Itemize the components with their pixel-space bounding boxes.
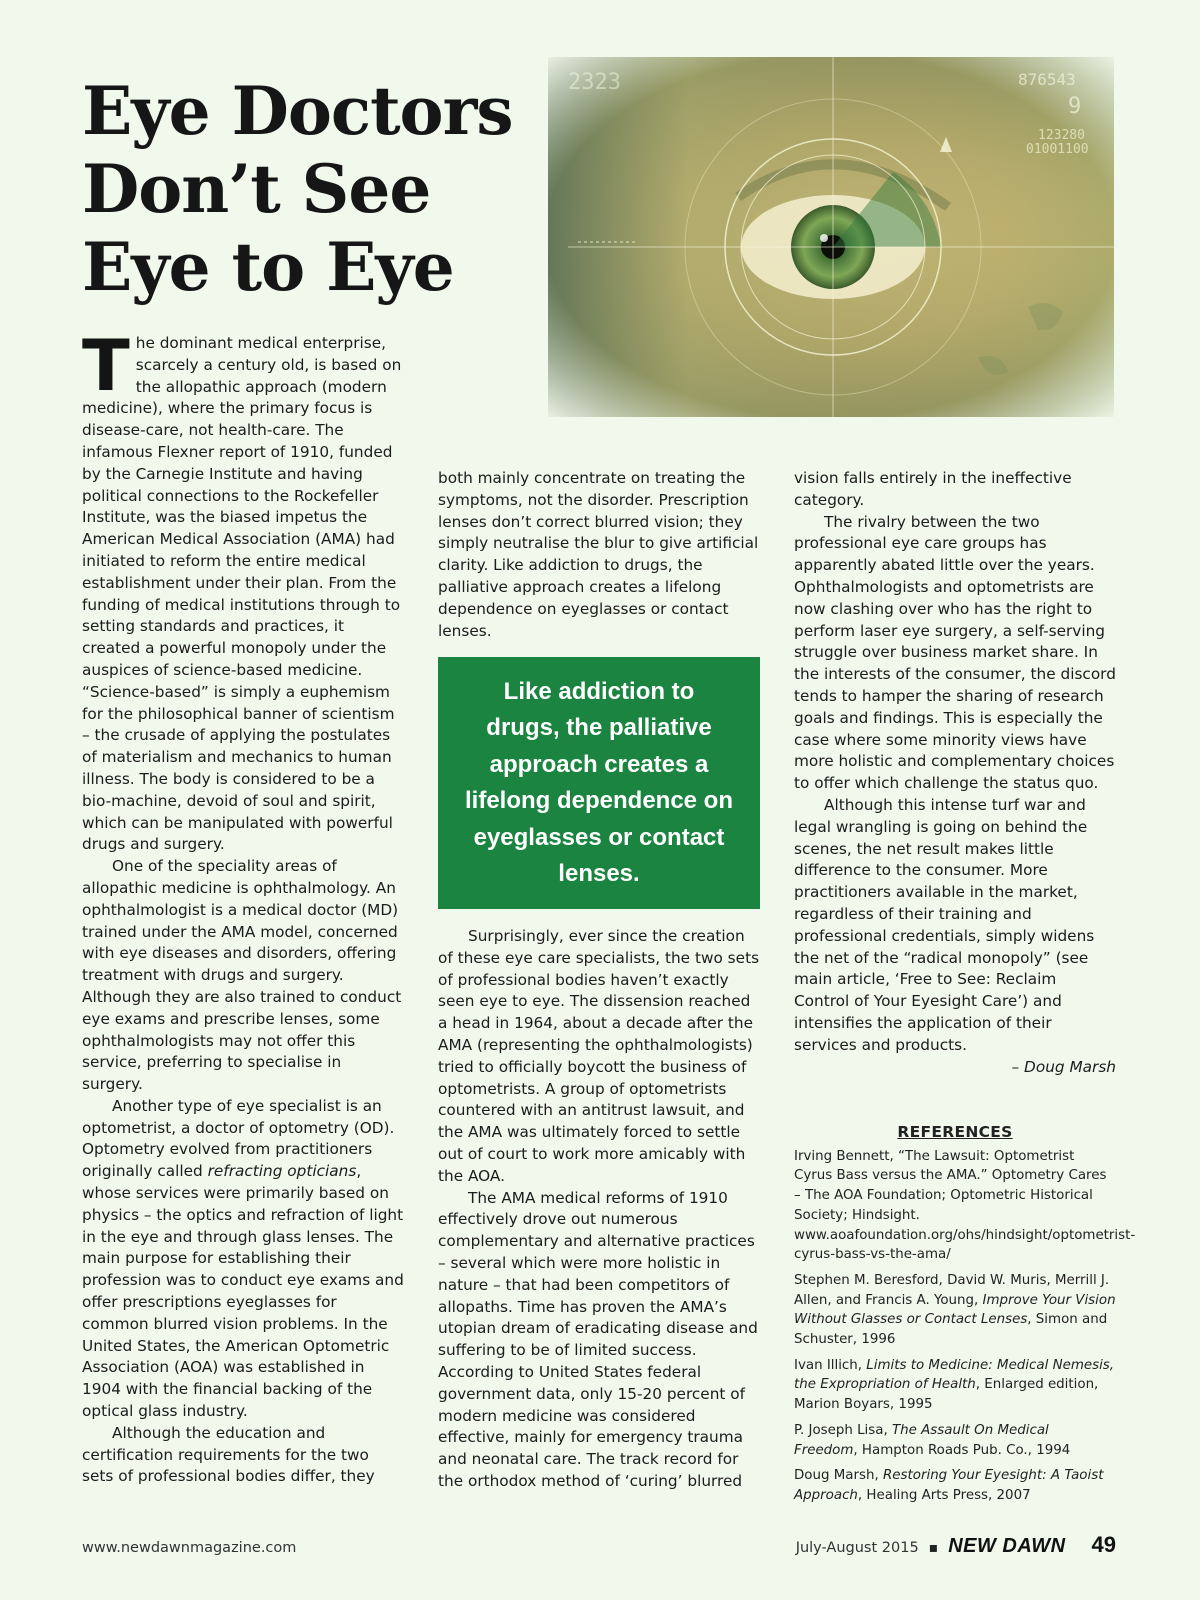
body-paragraph: The rivalry between the two professional eye care groups has apparently abated little over the years. Ophthalmologists and optometrists are now clashing over who has the right to perform laser eye surgery, a self-serving struggle over business market share. In the interests of the consumer, the discord tends to hamper the sharing of research goals and findings. This is especially the case where some minority views have more holistic and complementary choices to offer which challenge the status quo.: [794, 512, 1116, 793]
article-title: [82, 72, 552, 306]
footer-issue-info: [796, 1532, 1116, 1558]
body-paragraph: Another type of eye specialist is an optometrist, a doctor of optometry (OD). Optometry evolved from practitioners originally called refracting opticians, whose services were primarily based on physics – the optics and refraction of light in the eye and through glass lenses. The main purpose for establishing their profession was to conduct eye exams and offer prescriptions eyeglasses for common blurred vision problems. In the United States, the American Optometric Association (AOA) was established in 1904 with the financial backing of the optical glass industry.: [82, 1096, 404, 1421]
pull-quote-box: [438, 657, 760, 909]
reference-item: Ivan Illich, Limits to Medicine: Medical Nemesis, the Expropriation of Health, Enlarged edition, Marion Boyars, 1995: [794, 1357, 1115, 1413]
hero-eye-image: [548, 57, 1114, 417]
reference-item: P. Joseph Lisa, The Assault On Medical Freedom, Hampton Roads Pub. Co., 1994: [794, 1422, 1071, 1458]
references-section: [794, 1123, 1136, 1512]
title-line-3: Eye to Eye: [82, 228, 454, 306]
body-paragraph: vision falls entirely in the ineffective category.: [794, 469, 1072, 509]
title-line-1: Eye Doctors: [82, 72, 513, 150]
footer-magazine-name: NEW DAWN: [948, 1535, 1066, 1557]
drop-cap: T: [82, 325, 130, 407]
author-signature: – Doug Marsh: [1011, 1057, 1116, 1076]
reference-item: Irving Bennett, “The Lawsuit: Optometrist Cyrus Bass versus the AMA.” Optometry Cares – The AOA Foundation; Optometric Historical Society; Hindsight. www.aoafoundation.org/ohs/hindsight/optometrist-cyrus-bass-vs-the-ama/: [794, 1148, 1136, 1263]
body-paragraph: The dominant medical enterprise, scarcely a century old, is based on the allopathic approach (modern medicine), where the primary focus is disease-care, not health-care. The infamous Flexner report of 1910, funded by the Carnegie Institute and having political connections to the Rockefeller Institute, was the biased impetus the American Medical Association (AMA) had initiated to reform the entire medical establishment under their plan. From the funding of medical institutions through to setting standards and practices, it created a powerful monopoly under the auspices of science-based medicine. “Science-based” is simply a euphemism for the philosophical banner of scientism – the crusade of applying the postulates of materialism and mechanics to human illness. The body is considered to be a bio-machine, devoid of soul and spirit, which can be manipulated with powerful drugs and surgery.: [82, 325, 402, 854]
article-column-2-top: [438, 468, 761, 642]
body-paragraph: Although this intense turf war and legal wrangling is going on behind the scenes, the net result makes little difference to the consumer. More practitioners available in the market, regardless of their training and professional credentials, simply widens the net of the “radical monopoly” (see main article, ‘Free to See: Reclaim Control of Your Eyesight Care’) and intensifies the application of their services and products.: [794, 795, 1095, 1054]
title-line-2: Don’t See: [82, 150, 431, 228]
article-column-3: [794, 468, 1116, 1078]
body-paragraph: Surprisingly, ever since the creation of these eye care specialists, the two sets of professional bodies haven’t exactly seen eye to eye. The dissension reached a head in 1964, about a decade after the AMA (representing the ophthalmologists) tried to officially boycott the business of optometrists. A group of optometrists countered with an antitrust lawsuit, and the AMA was ultimately forced to settle out of court to work more amicably with the AOA.: [438, 927, 760, 1185]
article-column-1: [82, 325, 404, 1488]
body-paragraph: One of the speciality areas of allopathic medicine is ophthalmology. An ophthalmologist is a medical doctor (MD) trained under the AMA model, concerned with eye diseases and disorders, offering treatment with drugs and surgery. Although they are also trained to conduct eye exams and prescribe lenses, some ophthalmologists may not offer this service, preferring to specialise in surgery.: [82, 857, 402, 1094]
reference-item: Stephen M. Beresford, David W. Muris, Merrill J. Allen, and Francis A. Young, Improve Your Vision Without Glasses or Contact Lenses, Simon and Schuster, 1996: [794, 1272, 1116, 1348]
page-number: 49: [1091, 1532, 1116, 1557]
footer-issue-date: July-August 2015: [795, 1540, 919, 1556]
footer-website: www.newdawnmagazine.com: [82, 1540, 297, 1556]
footer-separator: ▪: [928, 1540, 939, 1556]
pull-quote-text: Like addiction to drugs, the palliative approach creates a lifelong dependence on eyeglasses or contact lenses.: [464, 677, 734, 887]
article-column-2-bottom: [438, 926, 761, 1493]
body-paragraph: both mainly concentrate on treating the symptoms, not the disorder. Prescription lenses don’t correct blurred vision; they simply neutralise the blur to give artificial clarity. Like addiction to drugs, the palliative approach creates a lifelong dependence on eyeglasses or contact lenses.: [438, 469, 759, 640]
references-heading: REFERENCES: [897, 1123, 1013, 1141]
body-paragraph: The AMA medical reforms of 1910 effectively drove out numerous complementary and alternative practices – several which were more holistic in nature – that had been competitors of allopaths. Time has proven the AMA’s utopian dream of eradicating disease and suffering to be of limited success. According to United States federal government data, only 15-20 percent of modern medicine was considered effective, mainly for emergency trauma and neonatal care. The track record for the orthodox method of ‘curing’ blurred: [438, 1188, 758, 1490]
body-paragraph: Although the education and certification requirements for the two sets of professional bodies differ, they: [82, 1423, 375, 1486]
reference-item: Doug Marsh, Restoring Your Eyesight: A Taoist Approach, Healing Arts Press, 2007: [794, 1468, 1104, 1503]
